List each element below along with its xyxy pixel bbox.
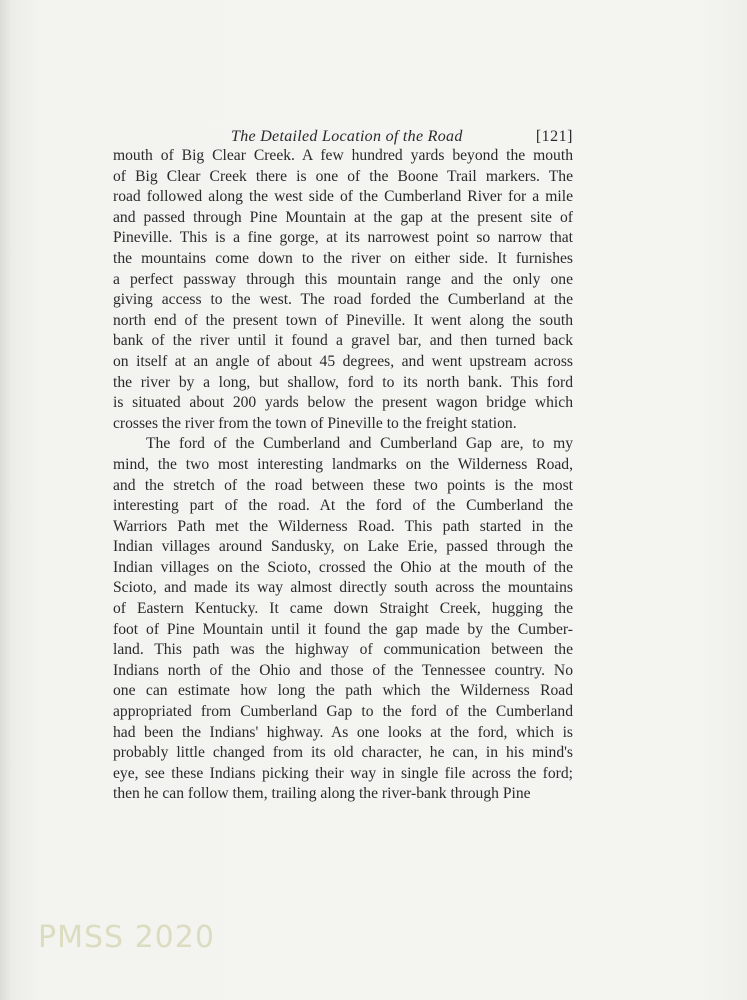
body-text	[113, 146, 573, 805]
watermark: PMSS 2020	[38, 920, 215, 955]
text-line: north end of the present town of Pineville. It went along the south	[113, 311, 573, 329]
text-line: land. This path was the highway of communication between the	[113, 641, 573, 659]
text-line: probably little changed from its old character, he can, in his mind's	[113, 744, 573, 762]
text-line: then he can follow them, trailing along the river-bank through Pine	[113, 785, 531, 803]
text-line: of Big Clear Creek there is one of the Boone Trail markers. The	[113, 167, 573, 185]
text-line: mouth of Big Clear Creek. A few hundred yards beyond the mouth	[113, 147, 573, 164]
text-line: The ford of the Cumberland and Cumberland Gap are, to my	[146, 435, 573, 453]
text-line: eye, see these Indians picking their way in single file across the ford;	[113, 764, 573, 782]
paragraph	[113, 434, 573, 805]
text-line: of Eastern Kentucky. It came down Straight Creek, hugging the	[113, 600, 573, 618]
text-line: road followed along the west side of the Cumberland River for a mile	[113, 188, 573, 206]
text-line: Scioto, and made its way almost directly south across the mountains	[113, 579, 573, 597]
paragraph	[113, 146, 573, 434]
text-line: Pineville. This is a fine gorge, at its narrowest point so narrow that	[113, 229, 573, 247]
text-line: bank of the river until it found a gravel bar, and then turned back	[113, 332, 573, 350]
chapter-title: The Detailed Location of the Road	[231, 128, 463, 145]
text-line: Indian villages on the Scioto, crossed the Ohio at the mouth of the	[113, 558, 573, 576]
text-line: Warriors Path met the Wilderness Road. This path started in the	[113, 517, 573, 535]
text-line: Indian villages around Sandusky, on Lake Erie, passed through the	[113, 538, 573, 556]
text-line: the mountains come down to the river on either side. It furnishes	[113, 249, 573, 267]
text-line: appropriated from Cumberland Gap to the ford of the Cumberland	[113, 703, 573, 721]
text-line: mind, the two most interesting landmarks on the Wilderness Road,	[113, 455, 573, 473]
text-line: had been the Indians' highway. As one looks at the ford, which is	[113, 723, 573, 741]
text-line: a perfect passway through this mountain range and the only one	[113, 270, 573, 288]
text-line: one can estimate how long the path which the Wilderness Road	[113, 682, 573, 700]
text-line: the river by a long, but shallow, ford to its north bank. This ford	[113, 373, 573, 391]
text-line: and passed through Pine Mountain at the gap at the present site of	[113, 208, 573, 226]
page-number: [121]	[535, 128, 573, 145]
text-line: crosses the river from the town of Pineville to the freight station.	[113, 414, 517, 432]
text-line: on itself at an angle of about 45 degrees, and went upstream across	[113, 352, 573, 370]
text-line: Indians north of the Ohio and those of the Tennessee country. No	[113, 661, 573, 679]
text-line: is situated about 200 yards below the present wagon bridge which	[113, 394, 573, 412]
text-line: foot of Pine Mountain until it found the gap made by the Cumber-	[113, 620, 573, 638]
text-line: and the stretch of the road between these two points is the most	[113, 476, 573, 494]
text-line: interesting part of the road. At the ford of the Cumberland the	[113, 497, 573, 515]
text-line: giving access to the west. The road forded the Cumberland at the	[113, 291, 573, 309]
